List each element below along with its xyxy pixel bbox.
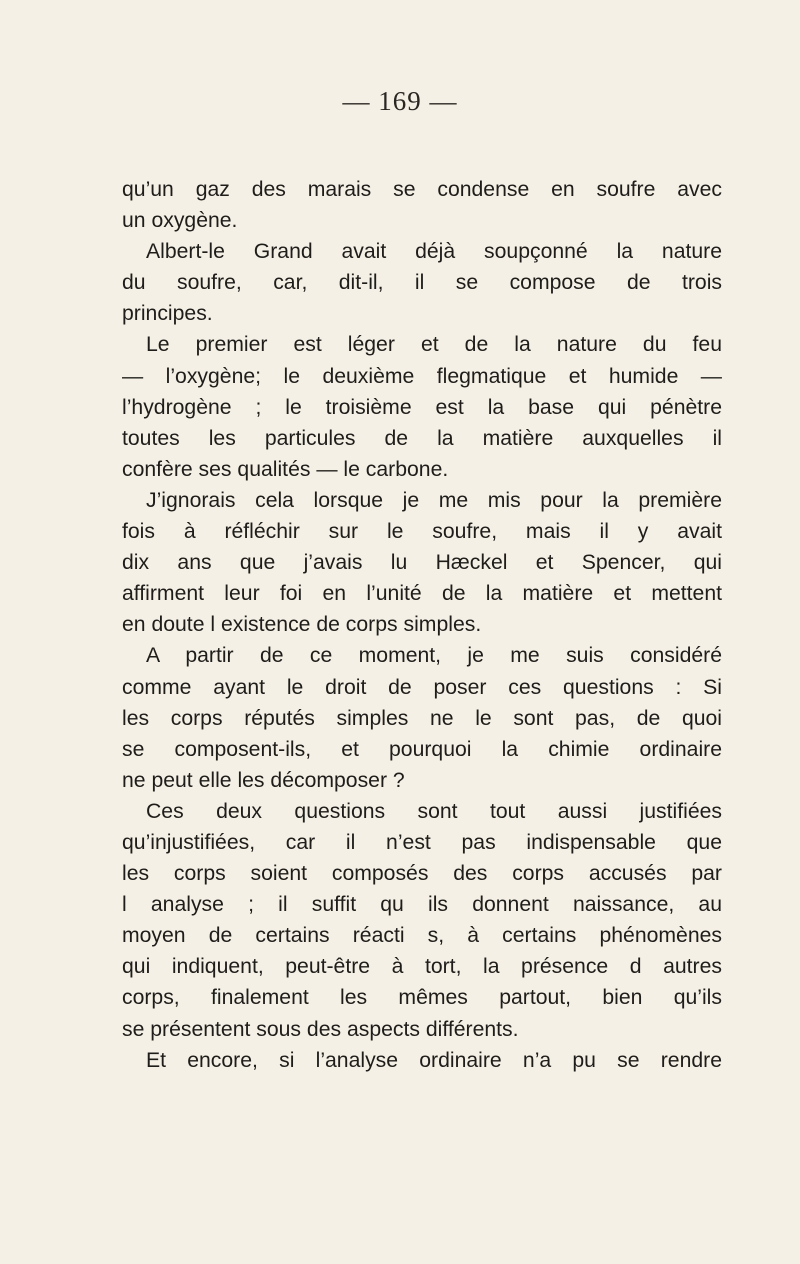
body-text	[122, 174, 722, 1076]
text-line: se composent-ils, et pourquoi la chimie ordinaire	[122, 737, 722, 761]
text-line: affirment leur foi en l’unité de la matière et mettent	[122, 582, 722, 606]
text-line: du soufre, car, dit-il, il se compose de trois	[122, 271, 722, 295]
text-line: qui indiquent, peut-être à tort, la présence d autres	[122, 955, 722, 979]
text-line: principes.	[122, 302, 213, 326]
text-line: qu’injustifiées, car il n’est pas indispensable que	[122, 830, 722, 854]
text-line: Le premier est léger et de la nature du feu	[146, 333, 722, 357]
page-number: — 169 —	[342, 86, 458, 116]
text-line: qu’un gaz des marais se condense en soufre avec	[122, 178, 722, 201]
text-line: un oxygène.	[122, 209, 238, 233]
text-line: en doute l existence de corps simples.	[122, 613, 482, 637]
text-line: l’hydrogène ; le troisième est la base qui pénètre	[122, 395, 722, 419]
text-line: Ces deux questions sont tout aussi justifiées	[146, 799, 722, 823]
text-line: comme ayant le droit de poser ces questions : Si	[122, 675, 722, 699]
text-line: les corps réputés simples ne le sont pas, de quoi	[122, 706, 722, 730]
text-line: les corps soient composés des corps accusés par	[122, 862, 722, 886]
text-line: toutes les particules de la matière auxquelles il	[122, 426, 722, 450]
text-line: A partir de ce moment, je me suis considéré	[146, 644, 722, 668]
text-line: Et encore, si l’analyse ordinaire n’a pu se rendre	[146, 1048, 722, 1072]
text-line: se présentent sous des aspects différents.	[122, 1017, 519, 1041]
text-line: — l’oxygène; le deuxième flegmatique et humide —	[122, 364, 722, 388]
text-line: ne peut elle les décomposer ?	[122, 768, 405, 792]
text-line: fois à réfléchir sur le soufre, mais il y avait	[122, 520, 722, 544]
text-line: corps, finalement les mêmes partout, bien qu’ils	[122, 986, 722, 1010]
text-line: l analyse ; il suffit qu ils donnent naissance, au	[122, 893, 722, 917]
text-line: J’ignorais cela lorsque je me mis pour la première	[146, 488, 722, 512]
text-line: Albert-le Grand avait déjà soupçonné la nature	[146, 240, 722, 264]
text-line: moyen de certains réacti s, à certains phénomènes	[122, 924, 722, 948]
text-line: confère ses qualités — le carbone.	[122, 457, 449, 481]
text-line: dix ans que j’avais lu Hæckel et Spencer, qui	[122, 551, 722, 575]
